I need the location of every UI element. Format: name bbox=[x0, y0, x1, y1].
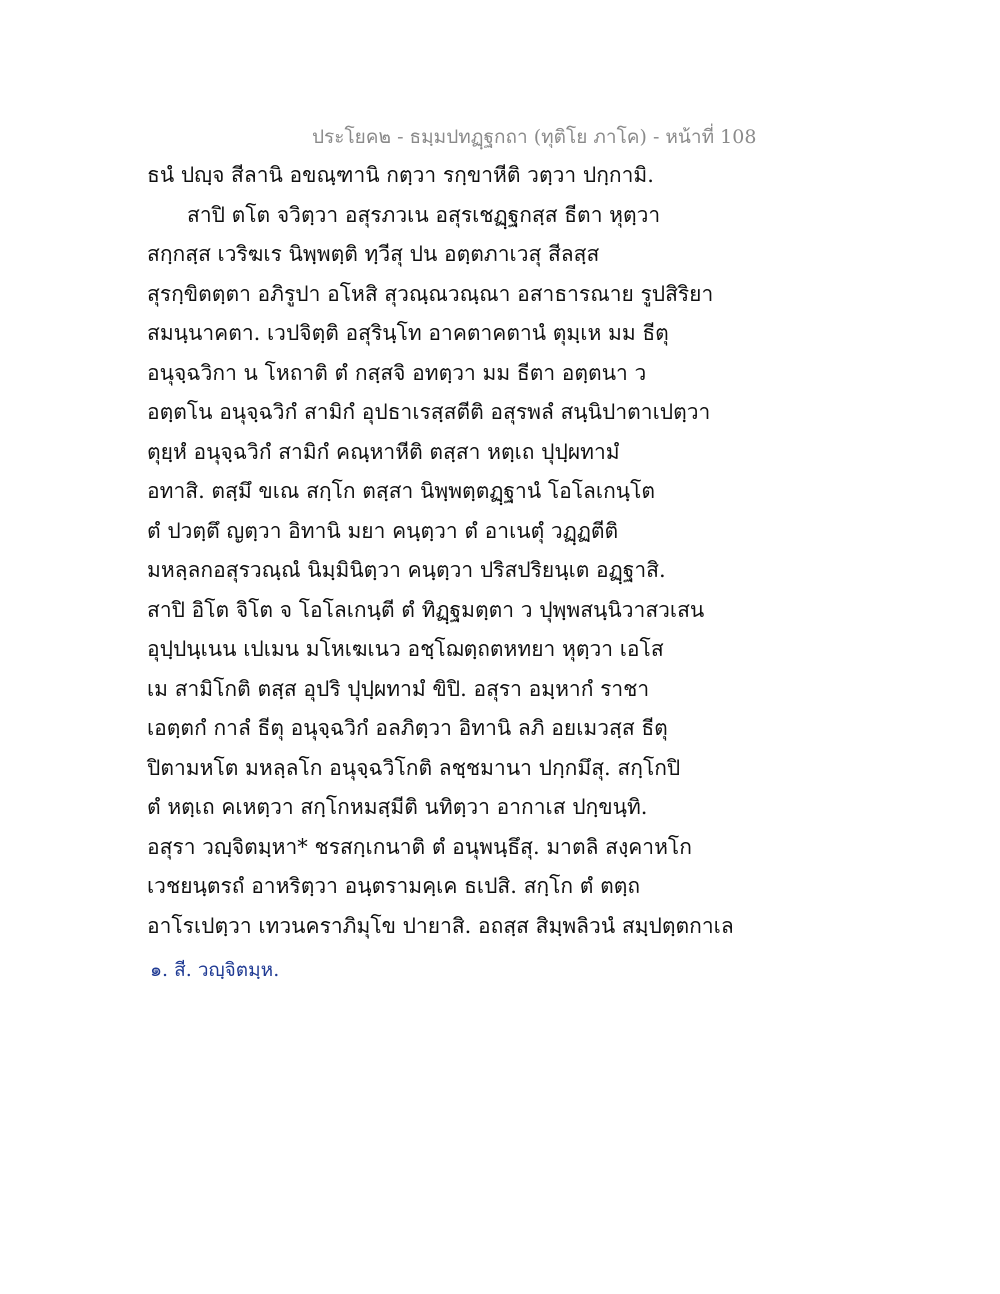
text-line: อนุจฺฉวิกา น โหถาติ ตํ กสฺสจิ อทตฺวา มม ธีตา อตฺตนา ว bbox=[147, 360, 647, 385]
footnote: ๑. สี. วญฺจิตมฺห. bbox=[150, 959, 280, 981]
text-line: ตุยฺหํ อนุจฺฉวิกํ สามิกํ คณฺหาหีติ ตสฺสา หตฺเถ ปุปฺผทามํ bbox=[147, 439, 620, 464]
text-line: อาโรเปตฺวา เทวนคราภิมุโข ปายาสิ. อถสฺส สิมฺพลิวนํ สมฺปตฺตกาเล bbox=[147, 913, 734, 938]
text-line: สาปิ อิโต จิโต จ โอโลเกนฺตี ตํ ทิฏฺฐมตฺตา ว ปุพฺพสนฺนิวาสวเสน bbox=[147, 597, 705, 622]
running-header: ประโยค๒ - ธมฺมปทฏฺฐกถา (ทุติโย ภาโค) - หน้าที่ 108 bbox=[312, 126, 757, 148]
text-line: อุปฺปนฺเนน เปเมน มโหเฆเนว อชฺโฌตฺถตหทยา หุตฺวา เอโส bbox=[147, 637, 664, 661]
text-line: ตํ หตฺเถ คเหตฺวา สกฺโกหมสฺมีติ นทิตฺวา อากาเส ปกฺขนฺทิ. bbox=[147, 795, 648, 819]
text-line: สมนฺนาคตา. เวปจิตฺติ อสุรินฺโท อาคตาคตานํ ตุมฺเห มม ธีตุ bbox=[147, 321, 669, 345]
text-line: อตฺตโน อนุจฺฉวิกํ สามิกํ อุปธาเรสฺสตีติ อสุรพลํ สนฺนิปาตาเปตฺวา bbox=[147, 400, 711, 424]
text-line: ปิตามหโต มหลฺลโก อนุจฺฉวิโกติ ลชฺชมานา ปกฺกมึสุ. สกฺโกปิ bbox=[147, 755, 681, 780]
text-line: เม สามิโกติ ตสฺส อุปริ ปุปฺผทามํ ขิปิ. อสุรา อมฺหากํ ราชา bbox=[147, 676, 650, 701]
text-line: อสุรา วญฺจิตมฺหา* ชรสกฺเกนาติ ตํ อนุพนฺธึสุ. มาตลิ สงฺคาหโก bbox=[147, 834, 692, 859]
text-line: สกฺกสฺส เวริฆเร นิพฺพตฺติ ทฺวีสุ ปน อตฺตภาเวสุ สีลสฺส bbox=[147, 242, 600, 266]
text-line: เวชยนฺตรถํ อาหริตฺวา อนฺตรามคฺเค ธเปสิ. สกฺโก ตํ ตตฺถ bbox=[147, 874, 641, 898]
text-line: อทาสิ. ตสฺมึ ขเณ สกฺโก ตสฺสา นิพฺพตฺตฏฺฐานํ โอโลเกนฺโต bbox=[147, 479, 656, 503]
text-line: ตํ ปวตฺตึ ญตฺวา อิทานิ มยา คนฺตฺวา ตํ อาเนตุํ วฏฺฏตีติ bbox=[147, 518, 619, 543]
text-line: มหลฺลกอสุรวณฺณํ นิมฺมินิตฺวา คนฺตฺวา ปริสปริยนฺเต อฏฺฐาสิ. bbox=[147, 558, 666, 582]
text-line: สาปิ ตโต จวิตฺวา อสุรภวเน อสุรเชฏฺฐกสฺส ธีตา หุตฺวา bbox=[187, 202, 661, 227]
text-line: สุรกฺขิตตฺตา อภิรูปา อโหสิ สุวณฺณวณฺณา อสาธารณาย รูปสิริยา bbox=[147, 281, 714, 306]
text-line: ธนํ ปญฺจ สีลานิ อขณฺฑานิ กตฺวา รกฺขาหีติ วตฺวา ปกฺกามิ. bbox=[147, 163, 654, 187]
text-line: เอตฺตกํ กาลํ ธีตุ อนุจฺฉวิกํ อลภิตฺวา อิทานิ ลภิ อยเมวสฺส ธีตุ bbox=[147, 716, 668, 740]
body-text bbox=[147, 158, 734, 948]
